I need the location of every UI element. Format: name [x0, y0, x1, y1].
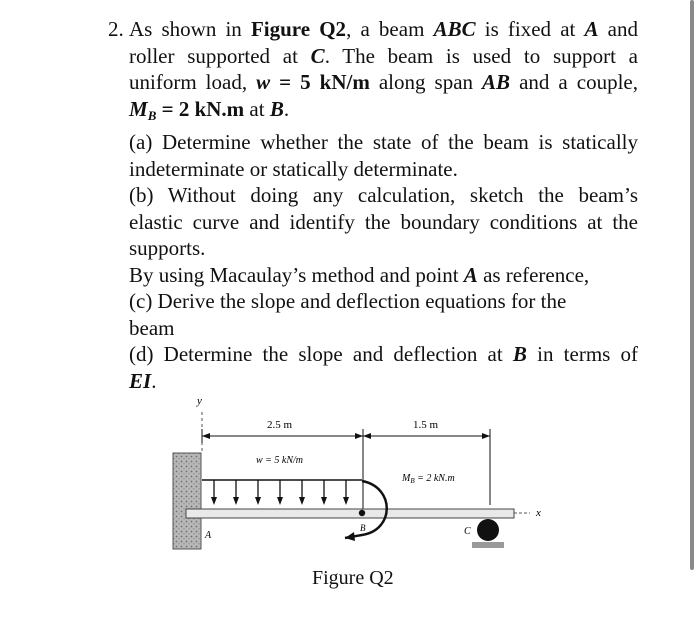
load-arrowhead: [277, 497, 283, 505]
beam: [186, 509, 514, 518]
part-b-line-1: (b) Without doing any calculation, sketch the beam’s: [129, 183, 638, 207]
method-line: By using Macaulay’s method and point A as reference,: [129, 262, 590, 287]
dim-bc-label: 1.5 m: [413, 419, 439, 431]
load-arrowhead: [255, 497, 261, 505]
dim-arrow: [355, 433, 363, 439]
intro-line-3: uniform load, w = 5 kN/m along span AB and a couple,: [129, 70, 638, 94]
roller: [477, 519, 499, 541]
point-b-label: B: [360, 523, 366, 533]
part-d-line-1: (d) Determine the slope and deflection at B in terms of: [129, 342, 638, 366]
scrollbar[interactable]: [690, 0, 694, 570]
load-arrowhead: [299, 497, 305, 505]
load-arrowhead: [321, 497, 327, 505]
intro-line-1: 2. As shown in Figure Q2, a beam ABC is fixed at A and: [108, 17, 638, 41]
part-a-line-2: indeterminate or statically determinate.: [129, 156, 458, 181]
dim-arrow: [482, 433, 490, 439]
part-b-line-2: elastic curve and identify the boundary conditions at the: [129, 209, 638, 234]
part-a-line-1: (a) Determine whether the state of the beam is statically: [129, 130, 638, 154]
load-arrowhead: [233, 497, 239, 505]
figure-ref: Figure Q2: [250, 17, 347, 41]
point-a-label: A: [205, 530, 212, 541]
part-d-line-2: EI.: [129, 368, 157, 393]
figure-caption: Figure Q2: [312, 567, 394, 589]
dim-ab-label: 2.5 m: [267, 419, 293, 431]
fixed-support: [173, 453, 201, 549]
part-b-line-3: supports.: [129, 236, 206, 260]
point-b-marker: [359, 510, 365, 516]
part-c-line-1: (c) Derive the slope and deflection equations for the: [129, 289, 567, 313]
point-c-label: C: [464, 526, 471, 537]
moment-label: $M_B = 2$ kN.m: [402, 473, 455, 485]
distributed-load: [211, 480, 349, 505]
y-axis-label: y: [197, 395, 202, 407]
x-axis-label: x: [536, 507, 541, 519]
load-arrowhead: [343, 497, 349, 505]
intro-line-4: $M_B = 2$ kN.m at B.: [129, 96, 290, 123]
load-arrowhead: [211, 497, 217, 505]
dim-arrow: [363, 433, 371, 439]
intro-line-2: roller supported at C. The beam is used to support a: [129, 43, 638, 68]
load-label: w = 5 kN/m: [256, 455, 304, 466]
question-number: 2.: [108, 17, 124, 41]
roller-ground: [472, 542, 504, 548]
dim-arrow: [202, 433, 210, 439]
beam-label: ABC: [433, 17, 476, 41]
part-c-line-2: beam: [129, 315, 175, 340]
